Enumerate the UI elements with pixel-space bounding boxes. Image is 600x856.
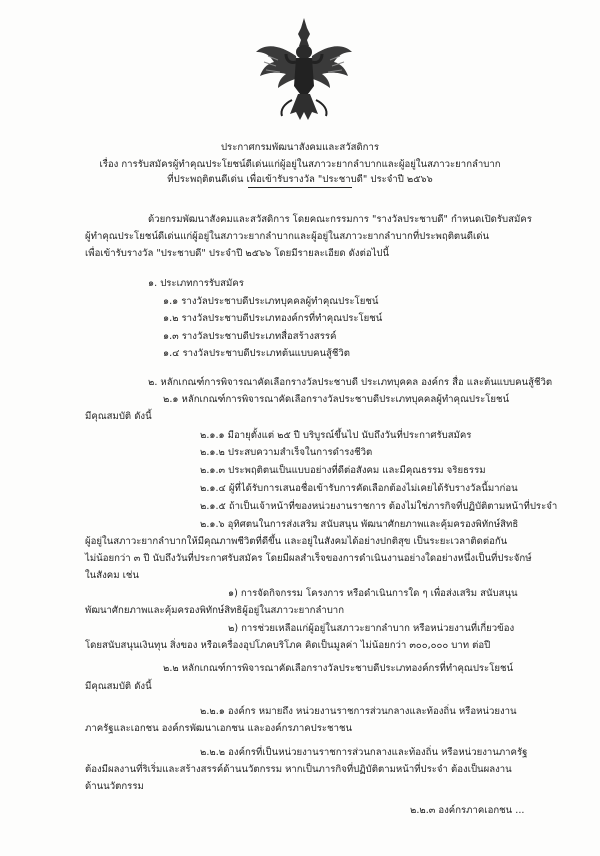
example-1-line: พัฒนาศักยภาพและคุ้มครองพิทักษ์สิทธิผู้อยู่ในสภาวะยากลำบาก	[85, 605, 345, 616]
subject-line-2: ที่ประพฤติตนดีเด่น เพื่อเข้ารับรางวัล "ประชาบดี" ประจำปี ๒๕๖๖	[167, 174, 433, 185]
criteria-item: ๒.๑.๑ มีอายุตั้งแต่ ๒๕ ปี บริบูรณ์ขึ้นไป นับถึงวันที่ประกาศรับสมัคร	[200, 430, 472, 441]
section-2-2-line: ๒.๒ หลักเกณฑ์การพิจารณาคัดเลือกรางวัลประชาบดีประเภทองค์กรที่ทำคุณประโยชน์	[163, 663, 514, 674]
section-2-1-line: มีคุณสมบัติ ดังนี้	[85, 411, 152, 422]
criteria-item: ๒.๑.๒ ประสบความสำเร็จในการดำรงชีวิต	[200, 447, 373, 458]
criteria-2-1-6-line: ในสังคม เช่น	[85, 570, 139, 581]
criteria-2-1-6-line: ผู้อยู่ในสภาวะยากลำบากให้มีคุณภาพชีวิตที่ดีขึ้น และอยู่ในสังคมได้อย่างปกติสุข เป็นระยะเวลาติดต่อกัน	[85, 536, 508, 547]
criteria-2-2-2-line: ๒.๒.๒ องค์กรที่เป็นหน่วยงานราชการส่วนกลางและท้องถิ่น หรือหน่วยงานภาครัฐ	[200, 747, 528, 758]
criteria-2-2-1-line: ๒.๒.๑ องค์กร หมายถึง หน่วยงานราชการส่วนกลางและท้องถิ่น หรือหน่วยงาน	[200, 706, 517, 717]
section-1-item: ๑.๑ รางวัลประชาบดีประเภทบุคคลผู้ทำคุณประโยชน์	[163, 296, 379, 307]
document-title: ประกาศกรมพัฒนาสังคมและสวัสดิการ	[220, 142, 380, 153]
section-1-item: ๑.๔ รางวัลประชาบดีประเภทต้นแบบคนสู้ชีวิต	[163, 348, 350, 359]
criteria-item: ๒.๑.๓ ประพฤติตนเป็นแบบอย่างที่ดีต่อสังคม และมีคุณธรรม จริยธรรม	[200, 465, 486, 476]
criteria-item: ๒.๑.๕ ถ้าเป็นเจ้าหน้าที่ของหน่วยงานราชการ ต้องไม่ใช่ภารกิจที่ปฏิบัติตามหน้าที่ประจำ	[200, 501, 558, 512]
intro-line: ด้วยกรมพัฒนาสังคมและสวัสดิการ โดยคณะกรรมการ "รางวัลประชาบดี" กำหนดเปิดรับสมัคร	[148, 214, 532, 225]
section-1-heading: ๑. ประเภทการรับสมัคร	[148, 278, 244, 289]
garuda-emblem-icon	[252, 16, 356, 124]
criteria-2-1-6-line: ไม่น้อยกว่า ๓ ปี นับถึงวันที่ประกาศรับสมัคร โดยมีผลสำเร็จของการดำเนินงานอย่างใดอย่างหนึ่งเป็นที่ประจักษ์	[85, 553, 532, 564]
title-divider	[248, 187, 352, 188]
subject-line-1: เรื่อง การรับสมัครผู้ทำคุณประโยชน์ดีเด่นแก่ผู้อยู่ในสภาวะยากลำบากและผู้อยู่ในสภาวะยากลำบาก	[99, 159, 501, 170]
criteria-2-1-6-line: ๒.๑.๖ อุทิศตนในการส่งเสริม สนับสนุน พัฒนาศักยภาพและคุ้มครองพิทักษ์สิทธิ	[200, 519, 519, 530]
continuation-marker: ๒.๒.๓ องค์กรภาคเอกชน ...	[410, 805, 525, 816]
criteria-2-2-2-line: ด้านนวัตกรรม	[85, 781, 144, 792]
criteria-2-2-2-line: ต้องมีผลงานที่ริเริ่มและสร้างสรรค์ด้านนวัตกรรม หากเป็นภารกิจที่ปฏิบัติตามหน้าที่ประจำ ต้องเป็นผลงาน	[85, 764, 512, 775]
section-2-heading: ๒. หลักเกณฑ์การพิจารณาคัดเลือกรางวัลประชาบดี ประเภทบุคคล องค์กร สื่อ และต้นแบบคนสู้ชีวิต	[148, 377, 553, 388]
example-2-line: โดยสนับสนุนเงินทุน สิ่งของ หรือเครื่องอุปโภคบริโภค คิดเป็นมูลค่า ไม่น้อยกว่า ๓๐๐,๐๐๐ บาท ต่อปี	[85, 640, 491, 651]
criteria-2-2-1-line: ภาครัฐและเอกชน องค์กรพัฒนาเอกชน และองค์กรภาคประชาชน	[85, 723, 353, 734]
example-1-line: ๑) การจัดกิจกรรม โครงการ หรือดำเนินการใด ๆ เพื่อส่งเสริม สนับสนุน	[228, 588, 518, 599]
criteria-item: ๒.๑.๔ ผู้ที่ได้รับการเสนอชื่อเข้ารับการคัดเลือกต้องไม่เคยได้รับรางวัลนี้มาก่อน	[200, 483, 518, 494]
intro-line: เพื่อเข้ารับรางวัล "ประชาบดี" ประจำปี ๒๕๖๖ โดยมีรายละเอียด ดังต่อไปนี้	[85, 248, 390, 259]
section-1-item: ๑.๒ รางวัลประชาบดีประเภทองค์กรที่ทำคุณประโยชน์	[163, 313, 383, 324]
section-1-item: ๑.๓ รางวัลประชาบดีประเภทสื่อสร้างสรรค์	[163, 331, 337, 342]
section-2-1-line: ๒.๑ หลักเกณฑ์การพิจารณาคัดเลือกรางวัลประชาบดีประเภทบุคคลผู้ทำคุณประโยชน์	[163, 394, 510, 405]
section-2-2-line: มีคุณสมบัติ ดังนี้	[85, 681, 152, 692]
intro-line: ผู้ทำคุณประโยชน์ดีเด่นแก่ผู้อยู่ในสภาวะยากลำบากและผู้อยู่ในสภาวะยากลำบากที่ประพฤติตนดีเด่น	[85, 231, 490, 242]
example-2-line: ๒) การช่วยเหลือแก่ผู้อยู่ในสภาวะยากลำบาก หรือหน่วยงานที่เกี่ยวข้อง	[228, 623, 515, 634]
